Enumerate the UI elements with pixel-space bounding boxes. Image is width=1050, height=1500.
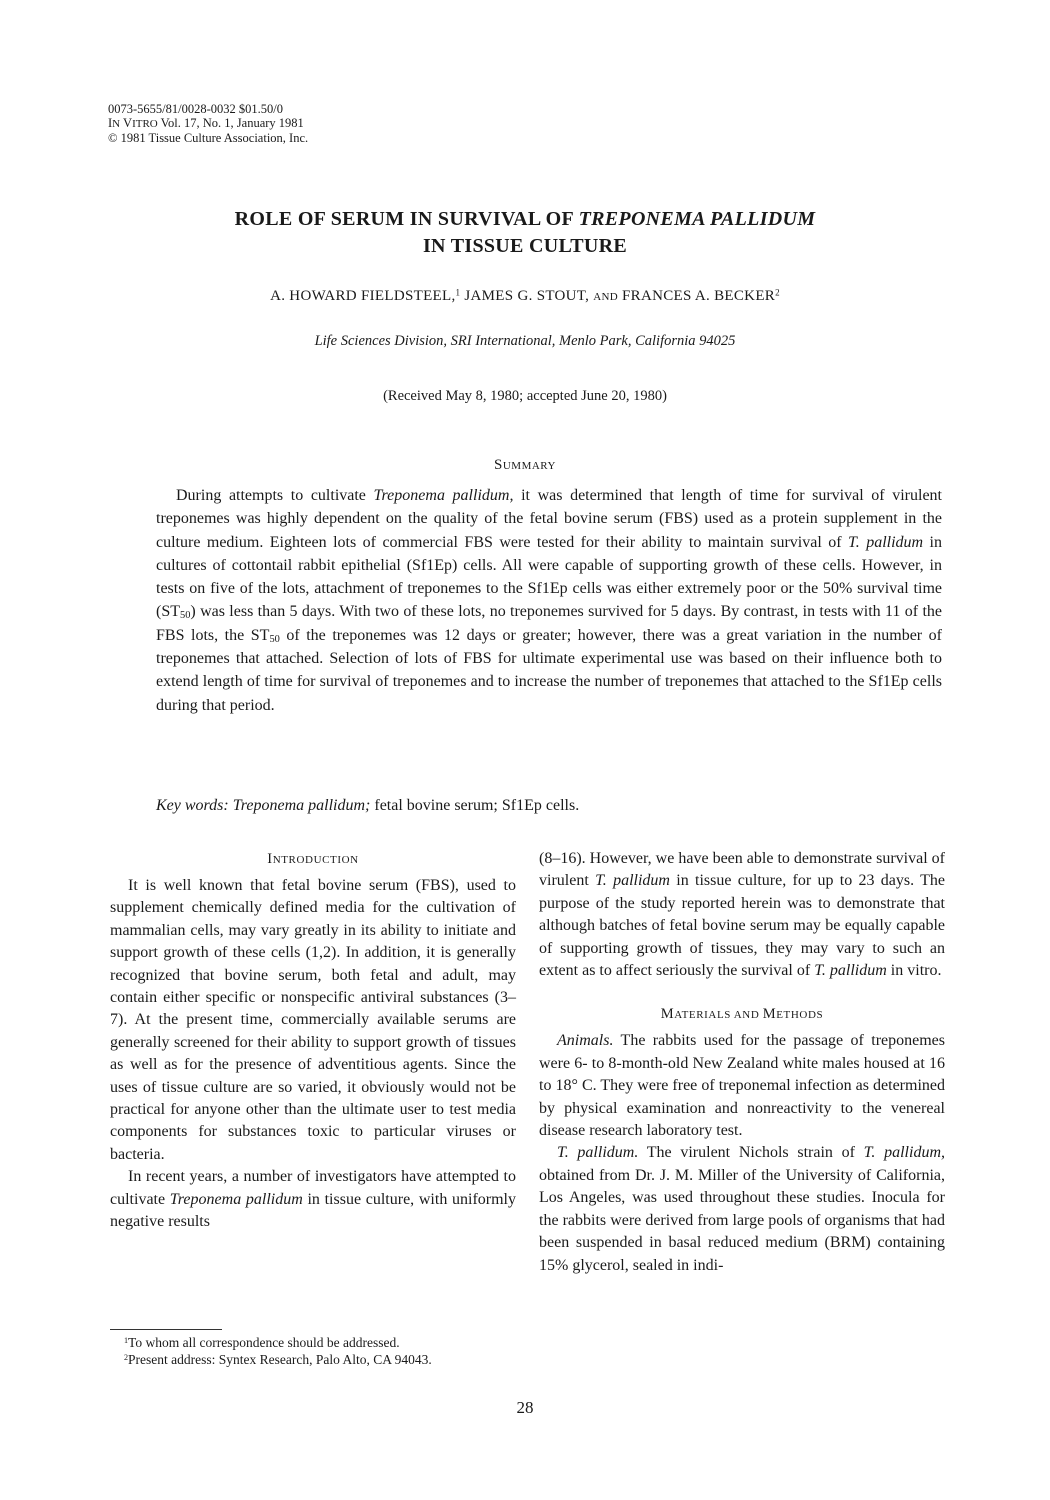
t-pallidum-paragraph: T. pallidum. The virulent Nichols strain of T. pallidum, obtained from Dr. J. M. Miller of the University of California, Los Angeles, was used throughout these studies. Inocula for the rabbits were derived from large pools of organisms that had been suspended in basal reduced medium (BRM) containing 15% glycerol, sealed in indi-: [539, 1144, 945, 1274]
intro-paragraph-1: It is well known that fetal bovine serum (FBS), used to supplement chemically defined media for the cultivation of mammalian cells, may vary greatly in its ability to initiate and support growth of these cells (1,2). In addition, it is generally recognized that bovine serum, both fetal and adult, may contain either specific or nonspecific antiviral substances (3–7). At the present time, commercially available serums are generally screened for their ability to support growth of tissues as well as for the presence of adventitious agents. Since the uses of tissue culture are so varied, it obviously would not be practical for anyone other than the ultimate user to test media components for substances toxic to particular viruses or bacteria.: [110, 877, 516, 1163]
right-column: [539, 848, 945, 1277]
received-dates: (Received May 8, 1980; accepted June 20, 1980): [383, 388, 667, 404]
intro-paragraph-continued: (8–16). However, we have been able to demonstrate survival of virulent T. pallidum in tissue culture, for up to 23 days. The purpose of the study reported herein was to demonstrate that although batches of fetal bovine serum may be equally capable of supporting growth of tissues, they may vary to such an extent as to affect seriously the survival of T. pallidum in vitro.: [539, 850, 946, 980]
affiliation: Life Sciences Division, SRI International, Menlo Park, California 94025: [314, 333, 736, 349]
footnote-divider: [110, 1329, 222, 1330]
summary-heading: SUMMARY: [494, 457, 556, 473]
page-number: 28: [516, 1398, 534, 1417]
footnote-2: $^2$Present address: Syntex Research, Palo Alto, CA 94043.: [124, 1352, 432, 1367]
intro-paragraph-2: In recent years, a number of investigators have attempted to cultivate Treponema pallidum in tissue culture, with uniformly negative results: [110, 1168, 517, 1231]
keywords: Key words: Treponema pallidum; fetal bovine serum; Sf1Ep cells.: [156, 797, 580, 814]
article-code: 0073-5655/81/0028-0032 $01.50/0: [108, 102, 283, 116]
journal-line: IN VITRO Vol. 17, No. 1, January 1981: [108, 116, 304, 130]
article-title: ROLE OF SERUM IN SURVIVAL OF TREPONEMA PALLIDUM IN TISSUE CULTURE: [234, 208, 816, 257]
citation-block: [108, 102, 308, 145]
footnote-1: $^1$To whom all correspondence should be addressed.: [124, 1335, 400, 1350]
author-list: A. HOWARD FIELDSTEEL,$^1$ JAMES G. STOUT, AND FRANCES A. BECKER$^2$: [270, 287, 780, 304]
summary-paragraph: During attempts to cultivate Treponema pallidum, it was determined that length of time for survival of virulent treponemes was highly dependent on the quality of the fetal bovine serum (FBS) used as a protein supplement in the culture medium. Eighteen lots of commercial FBS were tested for their ability to maintain survival of T. pallidum in cultures of cottontail rabbit epithelial (Sf1Ep) cells. All were capable of supporting growth of these cells. However, in tests on five of the lots, attachment of treponemes to the Sf1Ep cells was either extremely poor or the 50% survival time $(ST_{50})$ was less than 5 days. With two of these lots, no treponemes survived for 5 days. By contrast, in tests with 11 of the FBS lots, the $ST_{50}$ of the treponemes was 12 days or greater; however, there was a great variation in the number of treponemes that attached. Selection of lots of FBS for ultimate experimental use was based on their influence both to extend length of time for survival of treponemes and to increase the number of treponemes that attached to the Sf1Ep cells during that period.: [156, 487, 942, 714]
footnotes: [110, 1334, 516, 1368]
animals-paragraph: Animals. The rabbits used for the passage of treponemes were 6- to 8-month-old New Zealand white males housed at 16 to 18° C. They were free of treponemal infection as determined by physical examination and nonreactivity to the venereal disease research laboratory test.: [539, 1032, 945, 1140]
introduction-heading: INTRODUCTION: [267, 851, 359, 867]
materials-methods-heading: MATERIALS AND METHODS: [660, 1006, 824, 1023]
copyright-line: © 1981 Tissue Culture Association, Inc.: [108, 131, 309, 145]
left-column: [110, 848, 516, 1234]
